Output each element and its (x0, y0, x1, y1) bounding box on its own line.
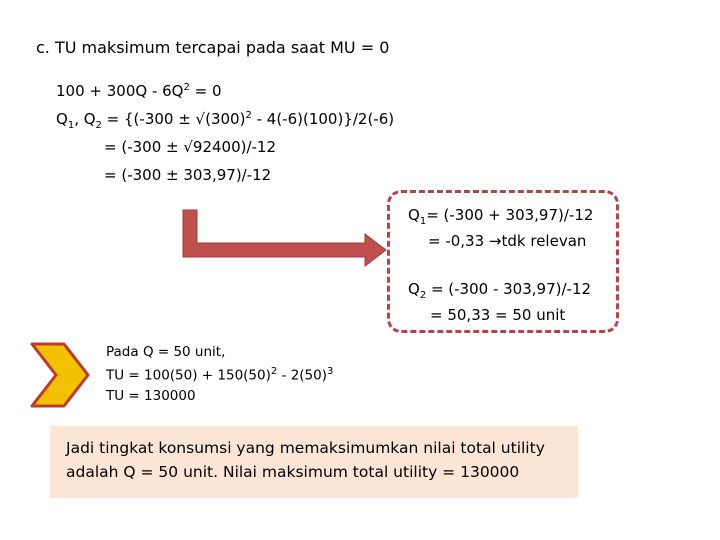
equation-line-1: $100 + 300Q - 6Q^2 = 0$ (56, 82, 222, 100)
root-q1-value: = -0,33 →tdk relevan (428, 232, 587, 250)
section-heading: c. TU maksimum tercapai pada saat MU = 0 (36, 38, 390, 57)
evaluation-line-2: TU = $100(50) + 150(50)^2 - 2(50)^3$ (106, 366, 334, 384)
conclusion-line-2: adalah Q = 50 unit. Nilai maksimum total utility = 130000 (66, 463, 520, 481)
equation-line-2: $Q_1$, $Q_2 = \{(-300 \pm √(300)^2 - 4(-6)(100)\}/2(-6)$ (56, 110, 395, 131)
conclusion-line-1: Jadi tingkat konsumsi yang memaksimumkan nilai total utility (66, 439, 545, 457)
evaluation-line-1: Pada Q = 50 unit, (106, 344, 226, 360)
chevron-right-icon (28, 340, 92, 410)
right-arrow-icon: → (488, 232, 502, 250)
evaluation-line-3: TU = 130000 (106, 388, 196, 404)
root-q2-expression: $Q_2 = (-300 - 303,97)/-12$ (408, 280, 592, 301)
equation-line-4: = (-300 ± 303,97)/-12 (104, 166, 272, 184)
equation-line-3: = (-300 ± √92400)/-12 (104, 138, 277, 156)
root-q2-value: = 50,33 = 50 unit (430, 306, 566, 324)
root-q1-expression: $Q_1= (-300 + 303,97)/-12$ (408, 206, 594, 227)
conclusion-box (50, 426, 578, 498)
